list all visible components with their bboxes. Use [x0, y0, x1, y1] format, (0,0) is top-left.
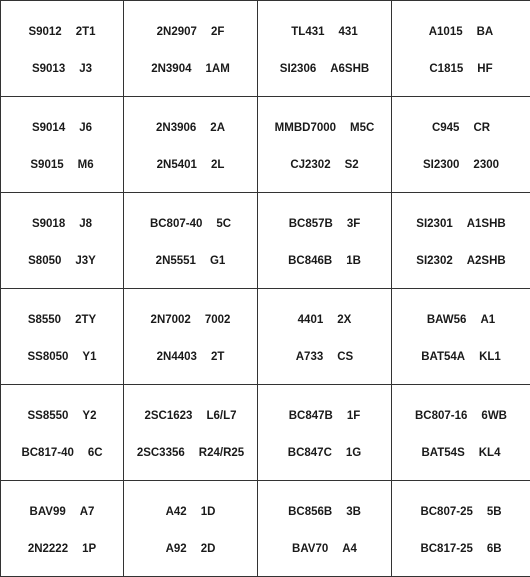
part-entry: [1, 255, 123, 267]
part-entry: [1, 314, 123, 326]
marking-code: L6/L7: [206, 410, 236, 422]
part-entry: [124, 447, 257, 459]
cell-content: [1, 289, 123, 384]
part-entry: [258, 447, 391, 459]
marking-code: 1AM: [206, 63, 230, 75]
part-number: 2SC1623: [144, 410, 192, 422]
part-entry: [1, 506, 123, 518]
part-entry: [392, 26, 530, 38]
cell-content: [392, 481, 530, 576]
table-cell: [1, 193, 124, 289]
part-number: TL431: [291, 26, 324, 38]
table-cell: [124, 97, 258, 193]
part-number: 2SC3356: [137, 447, 185, 459]
marking-code: A1: [480, 314, 495, 326]
part-entry: [124, 122, 257, 134]
part-entry: [1, 351, 123, 363]
table-cell: [1, 385, 124, 481]
marking-code: 2TY: [75, 314, 96, 326]
table-cell: [1, 97, 124, 193]
part-entry: [392, 543, 530, 555]
marking-code: 2T: [211, 351, 224, 363]
part-number: BC817-40: [21, 447, 73, 459]
part-entry: [392, 218, 530, 230]
table-cell: [392, 193, 530, 289]
cell-content: [1, 97, 123, 192]
cell-content: [1, 481, 123, 576]
marking-code: M5C: [350, 122, 374, 134]
part-entry: [124, 506, 257, 518]
marking-code: 5C: [216, 218, 231, 230]
marking-code: J3Y: [75, 255, 95, 267]
marking-code: M6: [78, 159, 94, 171]
part-entry: [1, 122, 123, 134]
part-number: 4401: [298, 314, 324, 326]
marking-code: S2: [345, 159, 359, 171]
marking-code: KL4: [479, 447, 501, 459]
part-entry: [124, 314, 257, 326]
marking-code: 6B: [487, 543, 502, 555]
part-entry: [124, 351, 257, 363]
part-number: 2N4403: [157, 351, 197, 363]
part-number: SI2306: [280, 63, 316, 75]
table-cell: [392, 385, 530, 481]
marking-code: G1: [210, 255, 225, 267]
part-number: BAV70: [292, 543, 328, 555]
part-number: BC807-40: [150, 218, 202, 230]
table-cell: [258, 481, 392, 577]
part-entry: [124, 410, 257, 422]
part-entry: [124, 159, 257, 171]
part-entry: [258, 159, 391, 171]
table-cell: [1, 481, 124, 577]
cell-content: [258, 481, 391, 576]
part-entry: [124, 543, 257, 555]
marking-code: J8: [79, 218, 92, 230]
cell-content: [124, 289, 257, 384]
part-entry: [258, 255, 391, 267]
part-number: SI2300: [423, 159, 459, 171]
table-cell: [1, 289, 124, 385]
part-number: A1015: [429, 26, 463, 38]
cell-content: [124, 97, 257, 192]
cell-content: [124, 193, 257, 288]
part-entry: [1, 543, 123, 555]
marking-code: 7002: [205, 314, 231, 326]
part-number: MMBD7000: [275, 122, 336, 134]
part-number: S9012: [28, 26, 61, 38]
marking-code: 2300: [473, 159, 499, 171]
marking-code: A2SHB: [467, 255, 506, 267]
marking-code: 2A: [210, 122, 225, 134]
table-row: [1, 1, 530, 97]
part-number: BC807-25: [420, 506, 472, 518]
cell-content: [1, 1, 123, 96]
part-entry: [258, 122, 391, 134]
part-number: S9013: [32, 63, 65, 75]
marking-code: 2D: [201, 543, 216, 555]
cell-content: [392, 289, 530, 384]
part-number: BC817-25: [420, 543, 472, 555]
part-number: BC807-16: [415, 410, 467, 422]
part-number: 2N2222: [28, 543, 68, 555]
marking-code: A4: [342, 543, 357, 555]
marking-code: 1F: [347, 410, 360, 422]
part-number: BC847B: [289, 410, 333, 422]
table-cell: [124, 1, 258, 97]
table-row: [1, 193, 530, 289]
part-entry: [392, 314, 530, 326]
table-cell: [258, 193, 392, 289]
marking-code: BA: [477, 26, 494, 38]
part-entry: [124, 255, 257, 267]
marking-code: 2F: [211, 26, 224, 38]
table-row: [1, 481, 530, 577]
table-cell: [258, 385, 392, 481]
part-entry: [1, 410, 123, 422]
marking-code: 3B: [346, 506, 361, 518]
table-cell: [392, 97, 530, 193]
part-entry: [392, 351, 530, 363]
cell-content: [392, 97, 530, 192]
part-number: 2N5551: [156, 255, 196, 267]
cell-content: [1, 193, 123, 288]
cell-content: [392, 385, 530, 480]
part-number: SS8050: [27, 351, 68, 363]
part-entry: [258, 410, 391, 422]
part-number: 2N3904: [151, 63, 191, 75]
part-number: SI2302: [416, 255, 452, 267]
table-cell: [124, 193, 258, 289]
marking-code: A6SHB: [330, 63, 369, 75]
cell-content: [258, 1, 391, 96]
part-number: S8550: [28, 314, 61, 326]
cell-content: [392, 1, 530, 96]
part-entry: [1, 26, 123, 38]
part-entry: [392, 506, 530, 518]
part-entry: [392, 410, 530, 422]
part-number: 2N7002: [151, 314, 191, 326]
marking-code: 2L: [211, 159, 224, 171]
marking-code: J6: [79, 122, 92, 134]
marking-code: 1D: [201, 506, 216, 518]
part-number: S9014: [32, 122, 65, 134]
marking-code: HF: [477, 63, 492, 75]
part-entry: [392, 159, 530, 171]
part-number: SS8550: [27, 410, 68, 422]
part-number: A42: [166, 506, 187, 518]
part-entry: [1, 218, 123, 230]
part-number: BAW56: [427, 314, 467, 326]
part-number: BAT54S: [422, 447, 465, 459]
marking-code: A7: [80, 506, 95, 518]
marking-code: 2X: [337, 314, 351, 326]
part-entry: [392, 63, 530, 75]
part-number: 2N5401: [157, 159, 197, 171]
marking-code: KL1: [479, 351, 501, 363]
part-entry: [258, 506, 391, 518]
part-number: A733: [296, 351, 324, 363]
part-entry: [124, 63, 257, 75]
marking-code: CS: [337, 351, 353, 363]
part-entry: [124, 26, 257, 38]
part-entry: [1, 63, 123, 75]
part-entry: [258, 63, 391, 75]
part-number: SI2301: [416, 218, 452, 230]
part-entry: [392, 447, 530, 459]
part-number: CJ2302: [290, 159, 330, 171]
part-entry: [258, 314, 391, 326]
cell-content: [258, 193, 391, 288]
table-row: [1, 289, 530, 385]
part-number: S9018: [32, 218, 65, 230]
table-cell: [124, 385, 258, 481]
cell-content: [124, 385, 257, 480]
marking-code: 1G: [346, 447, 361, 459]
table-row: [1, 385, 530, 481]
part-number: C945: [432, 122, 460, 134]
part-entry: [392, 255, 530, 267]
table-cell: [392, 289, 530, 385]
part-entry: [258, 543, 391, 555]
marking-code: CR: [473, 122, 490, 134]
cell-content: [258, 289, 391, 384]
part-number: BC857B: [289, 218, 333, 230]
cell-content: [258, 385, 391, 480]
table-cell: [392, 1, 530, 97]
table-cell: [392, 481, 530, 577]
marking-code: 6WB: [481, 410, 507, 422]
part-number: S8050: [28, 255, 61, 267]
part-entry: [258, 218, 391, 230]
cell-content: [258, 97, 391, 192]
cell-content: [1, 385, 123, 480]
part-number: BC847C: [288, 447, 332, 459]
marking-code: A1SHB: [467, 218, 506, 230]
cell-content: [392, 193, 530, 288]
cell-content: [124, 1, 257, 96]
part-entry: [1, 159, 123, 171]
part-number: S9015: [30, 159, 63, 171]
part-entry: [392, 122, 530, 134]
marking-code: Y1: [82, 351, 96, 363]
table-cell: [258, 97, 392, 193]
part-number: BAV99: [30, 506, 66, 518]
marking-code: 5B: [487, 506, 502, 518]
part-number: BC846B: [288, 255, 332, 267]
table-cell: [1, 1, 124, 97]
part-number: 2N2907: [157, 26, 197, 38]
table-cell: [258, 1, 392, 97]
part-entry: [1, 447, 123, 459]
table-row: [1, 97, 530, 193]
marking-code: 1B: [346, 255, 361, 267]
marking-code: Y2: [82, 410, 96, 422]
marking-code: J3: [79, 63, 92, 75]
marking-code: 1P: [82, 543, 96, 555]
part-number: BAT54A: [421, 351, 465, 363]
cell-content: [124, 481, 257, 576]
marking-code: 431: [339, 26, 358, 38]
part-entry: [258, 351, 391, 363]
part-number: C1815: [429, 63, 463, 75]
marking-code: 2T1: [76, 26, 96, 38]
marking-code: R24/R25: [199, 447, 244, 459]
marking-code: 3F: [347, 218, 360, 230]
part-entry: [258, 26, 391, 38]
table-cell: [124, 289, 258, 385]
marking-code: 6C: [88, 447, 103, 459]
part-number: 2N3906: [156, 122, 196, 134]
table-cell: [258, 289, 392, 385]
part-number: A92: [166, 543, 187, 555]
table-cell: [124, 481, 258, 577]
part-entry: [124, 218, 257, 230]
part-number: BC856B: [288, 506, 332, 518]
